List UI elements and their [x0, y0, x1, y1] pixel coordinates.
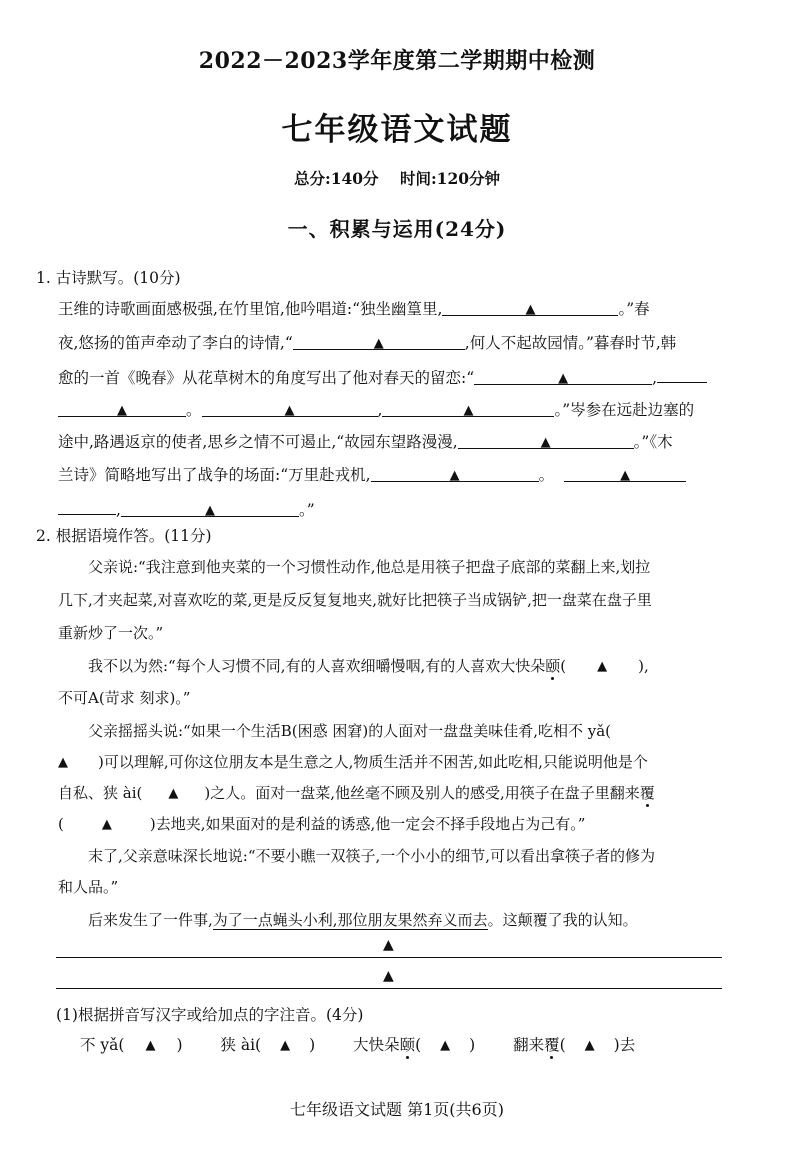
- q1-line-1: 王维的诗歌画面感极强,在竹里馆,他吟唱道:“独坐幽篁里, ▲ 。”春: [58, 300, 650, 318]
- item-ai: 狭 ài( ▲ ): [220, 1036, 315, 1054]
- answer-blank[interactable]: [474, 368, 652, 385]
- exam-time: 时间:120分钟: [399, 169, 501, 188]
- answer-marker: ▲: [558, 371, 569, 386]
- q2-paragraph-3-line4: ( ▲ )去地夹,如果面对的是利益的诱惑,他一定会不择手段地占为己有。”: [58, 814, 585, 836]
- sub-question-1-items: [80, 1035, 635, 1057]
- answer-marker: ▲: [284, 403, 295, 418]
- answer-slot[interactable]: [421, 1035, 469, 1057]
- answer-blank[interactable]: [371, 465, 539, 482]
- answer-marker: ▲: [440, 1038, 451, 1053]
- answer-slot[interactable]: [64, 814, 150, 836]
- answer-marker: ▲: [168, 786, 179, 801]
- answer-blank[interactable]: [202, 400, 378, 417]
- answer-line[interactable]: [56, 957, 722, 958]
- answer-blank[interactable]: [564, 465, 686, 482]
- q2-paragraph-3-line2: ▲ )可以理解,可你这位朋友本是生意之人,物质生活并不困苦,如此吃相,只能说明他是个: [58, 753, 648, 771]
- answer-blank[interactable]: [458, 432, 634, 449]
- question-2-title: 2. 根据语境作答。(11分): [36, 527, 212, 545]
- answer-marker: ▲: [58, 755, 68, 770]
- answer-line[interactable]: [56, 988, 722, 989]
- q2-paragraph-5: 后来发生了一件事,为了一点蝇头小利,那位朋友果然弃义而去。这颠覆了我的认知。: [88, 911, 638, 929]
- answer-marker: ▲: [204, 503, 215, 518]
- answer-slot[interactable]: [124, 1035, 176, 1057]
- answer-blank[interactable]: [121, 500, 299, 517]
- answer-marker: ▲: [383, 968, 394, 984]
- answer-blank[interactable]: [442, 299, 618, 316]
- answer-marker: ▲: [525, 302, 536, 317]
- q2-paragraph-2-cont: 不可A(苛求 刻求)。”: [58, 689, 191, 707]
- q1-line-3: 愈的一首《晚春》从花草树木的角度写出了他对春天的留恋:“ ▲ ,: [58, 366, 707, 388]
- answer-slot[interactable]: [261, 1035, 309, 1057]
- underlined-sentence: 为了一点蝇头小利,那位朋友果然弃义而去: [212, 911, 488, 929]
- answer-blank[interactable]: [58, 498, 116, 515]
- answer-marker: ▲: [620, 468, 631, 483]
- q1-line-2: 夜,悠扬的笛声牵动了李白的诗情,“ ▲ ,何人不起故园情。”暮春时节,韩: [58, 334, 677, 352]
- q1-line-7: , ▲ 。”: [58, 498, 315, 520]
- answer-marker: ▲: [584, 1038, 595, 1053]
- answer-blank[interactable]: [657, 366, 707, 383]
- q2-paragraph-4: 末了,父亲意味深长地说:“不要小瞧一双筷子,一个小小的细节,可以看出拿筷子者的修为: [88, 847, 656, 865]
- q1-line-5: 途中,路遇返京的使者,思乡之情不可遏止,“故园东望路漫漫, ▲ 。”《木: [58, 433, 673, 451]
- total-score: 总分:140分: [293, 169, 379, 188]
- answer-slot[interactable]: [566, 656, 638, 678]
- q2-paragraph-1-cont: 几下,才夹起菜,对喜欢吃的菜,更是反反复复地夹,就好比把筷子当成锅铲,把一盘菜在盘子里: [58, 591, 652, 609]
- answer-marker: ▲: [463, 403, 474, 418]
- answer-blank[interactable]: [58, 400, 186, 417]
- q1-line-4: ▲ 。 ▲ , ▲ 。”岑参在远赴边塞的: [58, 400, 694, 420]
- question-1-title: 1. 古诗默写。(10分): [36, 269, 181, 287]
- item-fu: 翻来覆( ▲ )去: [513, 1036, 635, 1054]
- sub-question-1-title: (1)根据拼音写汉字或给加点的字注音。(4分): [56, 1006, 364, 1024]
- q2-paragraph-3-line3: 自私、狭 ài( ▲ )之人。面对一盘菜,他丝毫不顾及别人的感受,用筷子在盘子里翻来覆: [58, 783, 655, 805]
- answer-marker: ▲: [373, 336, 384, 351]
- q2-paragraph-2: 我不以为然:“每个人习惯不同,有的人喜欢细嚼慢咽,有的人喜欢大快朵颐( ▲ ),: [88, 656, 649, 678]
- section-title: 一、积累与运用(24分): [287, 217, 507, 241]
- answer-marker: ▲: [117, 403, 127, 418]
- item-yi: 大快朵颐( ▲ ): [353, 1036, 475, 1054]
- item-ya: 不 yǎ( ▲ ): [80, 1036, 183, 1054]
- exam-title: 2022－2023学年度第二学期期中检测: [198, 48, 596, 74]
- answer-marker: ▲: [383, 937, 394, 953]
- q2-paragraph-4-end: 和人品。”: [58, 878, 119, 896]
- exam-info: [0, 167, 794, 189]
- q2-paragraph-1: 父亲说:“我注意到他夹菜的一个习惯性动作,他总是用筷子把盘子底部的菜翻上来,划拉: [88, 558, 651, 576]
- answer-slot[interactable]: [142, 783, 204, 805]
- answer-marker: ▲: [449, 468, 460, 483]
- answer-marker: ▲: [280, 1038, 291, 1053]
- q2-paragraph-1-end: 重新炒了一次。”: [58, 624, 164, 642]
- answer-marker: ▲: [597, 659, 608, 674]
- answer-blank[interactable]: [293, 333, 465, 350]
- answer-marker: ▲: [540, 435, 551, 450]
- answer-blank[interactable]: [382, 400, 554, 417]
- answer-marker: ▲: [145, 1038, 156, 1053]
- page-footer: 七年级语文试题 第1页(共6页): [290, 1100, 504, 1119]
- q2-paragraph-3: 父亲摇摇头说:“如果一个生活B(困惑 困窘)的人面对一盘盘美味佳肴,吃相不 yǎ(: [88, 722, 612, 740]
- answer-marker: ▲: [101, 817, 112, 832]
- answer-slot[interactable]: [566, 1035, 614, 1057]
- q1-line-6: 兰诗》简略地写出了战争的场面:“万里赴戎机, ▲ 。 ▲: [58, 465, 686, 485]
- subject-title: 七年级语文试题: [281, 112, 513, 148]
